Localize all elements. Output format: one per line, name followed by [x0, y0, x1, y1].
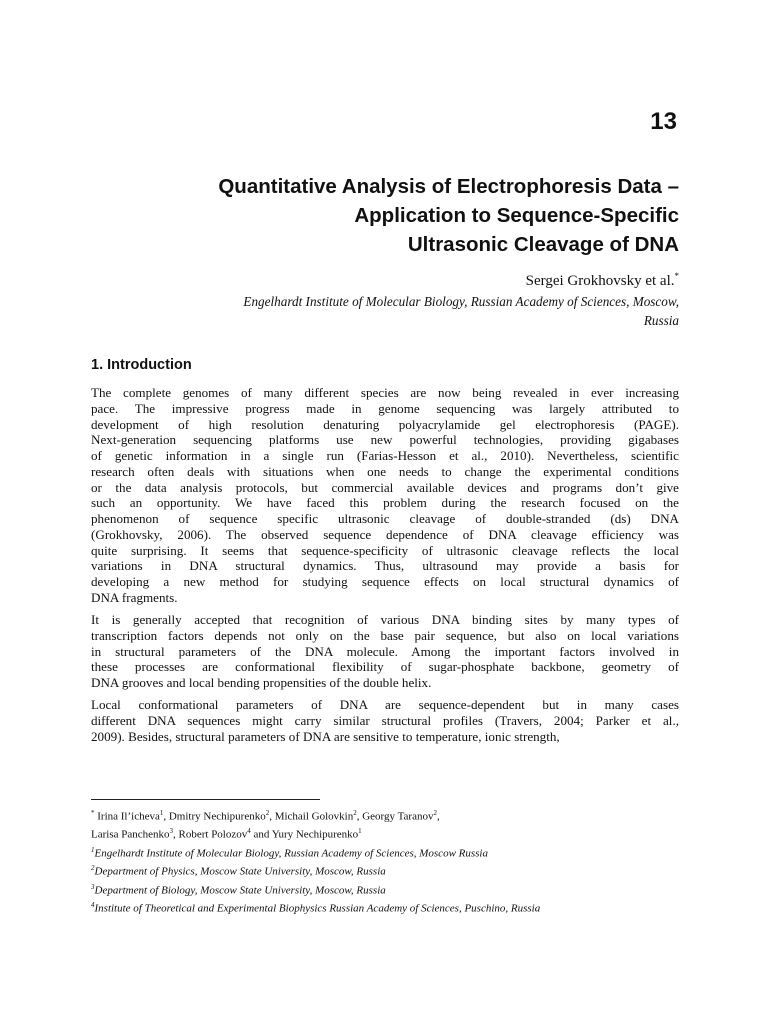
paragraph-line: 2009). Besides, structural parameters of DNA are sensitive to temperature, ionic strength,	[91, 728, 560, 744]
affiliation-number: 2	[265, 809, 270, 817]
coauthor-text: , Robert Polozov	[173, 829, 248, 842]
footnotes	[91, 806, 679, 917]
author-affiliation	[119, 293, 679, 330]
paragraph	[91, 697, 679, 744]
affiliation-line: Engelhardt Institute of Molecular Biology, Russian Academy of Sciences, Moscow,	[243, 294, 679, 309]
affiliation-number: 4	[91, 901, 95, 910]
footnote-coauthors-line	[91, 824, 679, 842]
paragraph-line: research often deals with situations when one needs to change the experimental conditions	[91, 463, 679, 479]
author-line	[526, 271, 679, 290]
footnote-affiliations	[91, 843, 679, 917]
chapter-number: 13	[650, 108, 677, 135]
footnote-affiliation	[91, 843, 679, 861]
affiliation-number: 2	[91, 864, 95, 873]
affiliation-text: Institute of Theoretical and Experimental Biophysics Russian Academy of Sciences, Puschino, Russia	[94, 902, 541, 915]
affiliation-number: 1	[358, 827, 362, 836]
affiliation-text: Department of Biology, Moscow State University, Moscow, Russia	[94, 884, 386, 897]
footnote-affiliation	[91, 898, 679, 916]
paragraph-line: or the data analysis protocols, but commercial available devices and programs don’t give	[91, 479, 679, 495]
body-text	[91, 385, 679, 751]
coauthor-text: Irina Il’icheva	[94, 810, 160, 823]
affiliation-number: 3	[91, 882, 95, 891]
paragraph-line: quite surprising. It seems that sequence-specificity of ultrasonic cleavage reflects the local	[91, 542, 679, 558]
paragraph-line: Next-generation sequencing platforms use new powerful technologies, providing gigabases	[91, 432, 679, 448]
paragraph-line: such an opportunity. We have faced this problem during the research focused on the	[91, 495, 679, 511]
paragraph-line: different DNA sequences might carry similar structural profiles (Travers, 2004; Parker et al.,	[91, 713, 679, 728]
author-footnote-mark: *	[674, 271, 679, 281]
paragraph-line: Local conformational parameters of DNA are sequence-dependent but in many cases	[91, 697, 679, 713]
author-names: Sergei Grokhovsky et al.	[525, 273, 675, 289]
title-line: Quantitative Analysis of Electrophoresis Data –	[218, 175, 679, 198]
paragraph-line: DNA grooves and local bending propensities of the double helix.	[91, 675, 432, 690]
chapter-title	[59, 172, 679, 259]
affiliation-line: Russia	[643, 312, 679, 328]
title-line: Application to Sequence-Specific	[354, 204, 679, 227]
paragraph-line: of genetic information in a single run (Farias-Hesson et al., 2010). Nevertheless, scientific	[91, 448, 679, 463]
coauthor-text: ,	[436, 810, 440, 823]
affiliation-text: Engelhardt Institute of Molecular Biology, Russian Academy of Sciences, Moscow Russia	[94, 847, 488, 860]
paragraph-line: The complete genomes of many different species are now being revealed in ever increasing	[91, 385, 679, 400]
coauthor-text: and Yury Nechipurenko	[250, 829, 359, 842]
affiliation-number: 1	[91, 845, 95, 854]
affiliation-number: 4	[247, 827, 251, 836]
paragraph	[91, 612, 679, 691]
coauthor-text: Larisa Panchenko	[91, 829, 170, 842]
footnote-affiliation	[91, 880, 679, 898]
paragraph-line: pace. The impressive progress made in genome sequencing was largely attributed to	[91, 400, 679, 416]
paragraph-line: phenomenon of sequence specific ultrasonic cleavage of double-stranded (ds) DNA	[91, 511, 679, 526]
paragraph-line: It is generally accepted that recognition of various DNA binding sites by many types of	[91, 612, 679, 627]
footnote-mark: *	[91, 809, 95, 817]
section-heading: 1. Introduction	[91, 357, 192, 373]
affiliation-number: 2	[353, 809, 357, 817]
paragraph-line: DNA fragments.	[91, 589, 178, 605]
paragraph-line: variations in DNA structural dynamics. Thus, ultrasound may provide a basis for	[91, 558, 679, 574]
affiliation-number: 3	[169, 827, 173, 836]
footnote-coauthors-line	[91, 806, 679, 824]
paragraph-line: developing a new method for studying sequence effects on local structural dynamics of	[91, 574, 679, 589]
coauthor-text: , Michail Golovkin	[269, 810, 354, 823]
coauthor-text: , Georgy Taranov	[356, 810, 434, 823]
footnote-divider	[91, 799, 320, 800]
paragraph-line: (Grokhovsky, 2006). The observed sequence dependence of DNA cleavage efficiency was	[91, 526, 679, 542]
affiliation-number: 2	[433, 809, 437, 817]
paragraph-line: in structural parameters of the DNA molecule. Among the important factors involved in	[91, 643, 679, 659]
paragraph-line: transcription factors depends not only on the base pair sequence, but also on local variations	[91, 627, 679, 643]
title-line: Ultrasonic Cleavage of DNA	[407, 233, 679, 256]
coauthor-text: , Dmitry Nechipurenko	[163, 810, 266, 823]
paragraph	[91, 385, 679, 606]
footnote-affiliation	[91, 861, 679, 879]
affiliation-number: 1	[159, 809, 164, 817]
paragraph-line: these processes are conformational flexibility of sugar-phosphate backbone, geometry of	[91, 659, 679, 675]
paragraph-line: development of high resolution denaturing polyacrylamide gel electrophoresis (PAGE).	[91, 416, 679, 432]
affiliation-text: Department of Physics, Moscow State University, Moscow, Russia	[94, 866, 386, 879]
